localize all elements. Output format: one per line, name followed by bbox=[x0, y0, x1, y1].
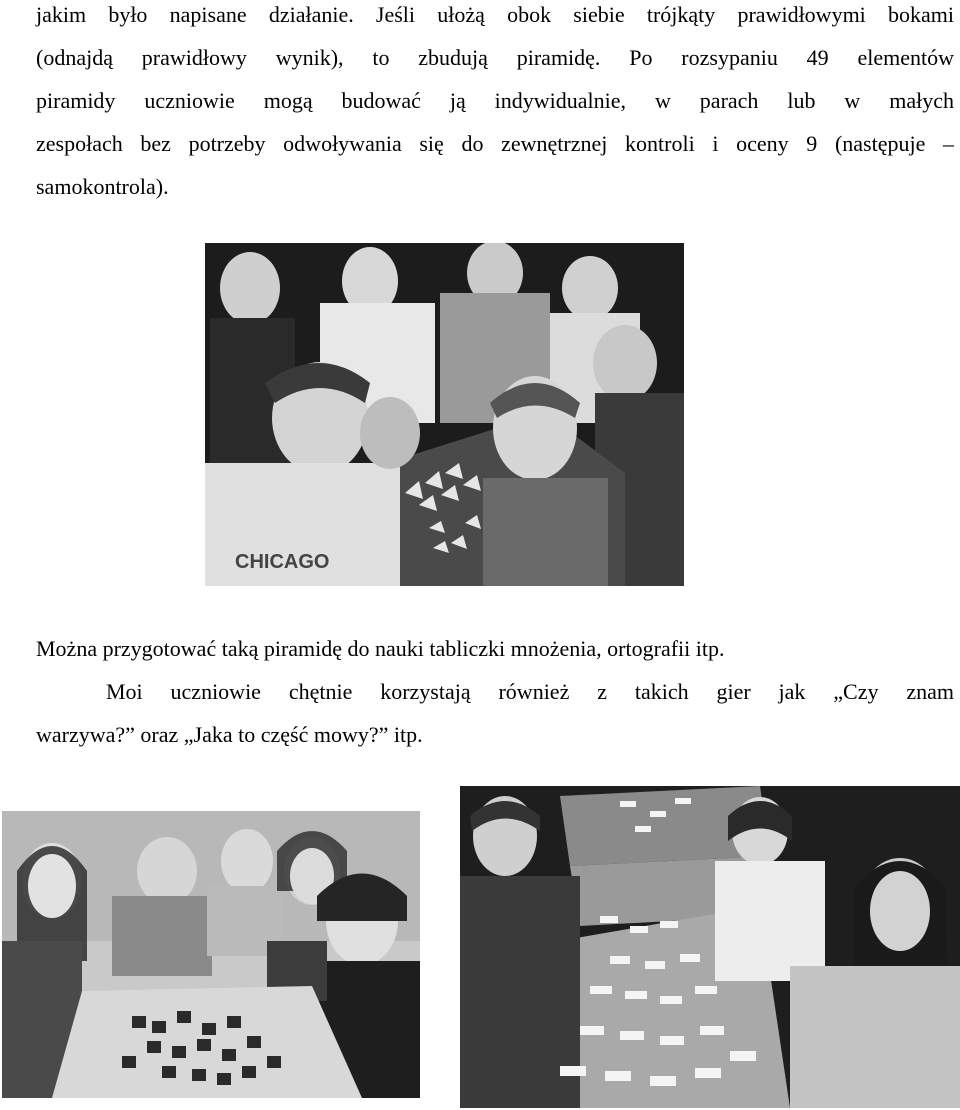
paragraph-3-line-2: warzywa?” oraz „Jaka to część mowy?” itp. bbox=[36, 722, 423, 747]
paragraph-2: Można przygotować taką piramidę do nauki tabliczki mnożenia, ortografii itp. bbox=[36, 636, 725, 661]
paragraph-1-line-1: jakim było napisane działanie. Jeśli ułożą obok siebie trójkąty prawidłowymi bokami bbox=[36, 2, 954, 27]
paragraph-1-line-2: (odnajdą prawidłowy wynik), to zbudują piramidę. Po rozsypaniu 49 elementów bbox=[36, 45, 954, 70]
paragraph-3 bbox=[36, 670, 954, 756]
paragraph-3-line-1: Moi uczniowie chętnie korzystają również z takich gier jak „Czy znam bbox=[106, 679, 954, 704]
paragraph-1-line-4: zespołach bez potrzeby odwoływania się do zewnętrznej kontroli i oceny 9 (następuje – bbox=[36, 131, 954, 156]
shirt-print-text: CHICAGO bbox=[235, 551, 330, 573]
photo-girls-card-game bbox=[2, 811, 420, 1098]
paragraph-1 bbox=[36, 0, 954, 208]
paragraph-1-line-5: samokontrola). bbox=[36, 174, 169, 199]
paragraph-1-line-3: piramidy uczniowie mogą budować ją indywidualnie, w parach lub w małych bbox=[36, 88, 954, 113]
photo-children-word-cards bbox=[460, 786, 960, 1108]
photo-children-pyramid-puzzle bbox=[205, 243, 684, 586]
